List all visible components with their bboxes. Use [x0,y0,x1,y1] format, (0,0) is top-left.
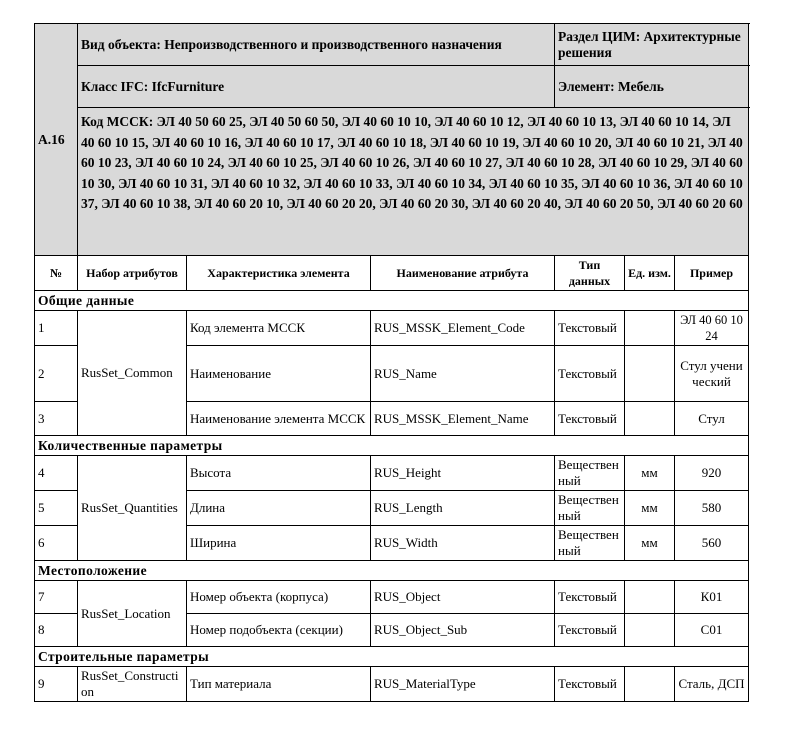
col-data-type: Тип данных [555,256,625,291]
element-type: Элемент: Мебель [555,66,749,108]
row-num: 2 [35,346,78,402]
mssk-codes: Код МССК: ЭЛ 40 50 60 25, ЭЛ 40 50 60 50, ЭЛ 40 60 10 10, ЭЛ 40 60 10 12, ЭЛ 40 60 10 13, ЭЛ 40 60 10 14, ЭЛ 40 60 10 15, ЭЛ 40 60 10 16, ЭЛ 40 60 10 17, ЭЛ 40 60 10 18, ЭЛ 40 60 10 19, ЭЛ 40 60 10 20, ЭЛ 40 60 10 21, ЭЛ 40 60 10 23, ЭЛ 40 60 10 24, ЭЛ 40 60 10 25, ЭЛ 40 60 10 26, ЭЛ 40 60 10 27, ЭЛ 40 60 10 28, ЭЛ 40 60 10 29, ЭЛ 40 60 10 30, ЭЛ 40 60 10 31, ЭЛ 40 60 10 32, ЭЛ 40 60 10 33, ЭЛ 40 60 10 34, ЭЛ 40 60 10 35, ЭЛ 40 60 10 36, ЭЛ 40 60 10 37, ЭЛ 40 60 10 38, ЭЛ 40 60 20 10, ЭЛ 40 60 20 20, ЭЛ 40 60 20 30, ЭЛ 40 60 20 40, ЭЛ 40 60 20 50, ЭЛ 40 60 20 60 [78,108,749,256]
row-data-type: Вещественный [555,456,625,491]
row-data-type: Текстовый [555,346,625,402]
table-row [35,581,749,614]
attr-set-location: RusSet_Location [78,581,187,647]
row-unit [625,614,675,647]
row-characteristic: Ширина [187,526,371,561]
row-num: 1 [35,311,78,346]
row-example: 920 [675,456,749,491]
row-num: 9 [35,667,78,702]
row-data-type: Вещественный [555,491,625,526]
table-row [35,667,749,702]
attribute-table [34,23,749,702]
row-data-type: Текстовый [555,581,625,614]
row-example: 580 [675,491,749,526]
row-attr-name: RUS_MSSK_Element_Name [371,402,555,436]
row-num: 6 [35,526,78,561]
row-example: Стул ученический [675,346,749,402]
row-num: 4 [35,456,78,491]
row-attr-name: RUS_Length [371,491,555,526]
row-data-type: Текстовый [555,667,625,702]
row-unit [625,667,675,702]
row-example: Сталь, ДСП [675,667,749,702]
section-id: А.16 [35,24,78,256]
attr-set-construction: RusSet_Construction [78,667,187,702]
row-data-type: Текстовый [555,614,625,647]
section-title-quantities: Количественные параметры [35,436,749,456]
row-attr-name: RUS_Object [371,581,555,614]
row-data-type: Вещественный [555,526,625,561]
col-characteristic: Характеристика элемента [187,256,371,291]
cim-section: Раздел ЦИМ: Архитектурные решения [555,24,749,66]
row-attr-name: RUS_MSSK_Element_Code [371,311,555,346]
table-row [35,456,749,491]
row-attr-name: RUS_Width [371,526,555,561]
row-num: 3 [35,402,78,436]
row-characteristic: Код элемента МССК [187,311,371,346]
row-unit: мм [625,526,675,561]
row-example: С01 [675,614,749,647]
row-unit: мм [625,491,675,526]
row-example: К01 [675,581,749,614]
row-unit [625,311,675,346]
row-characteristic: Длина [187,491,371,526]
section-title-construction: Строительные параметры [35,647,749,667]
section-title-location: Местоположение [35,561,749,581]
row-unit [625,581,675,614]
row-characteristic: Номер подобъекта (секции) [187,614,371,647]
row-num: 8 [35,614,78,647]
section-title-common: Общие данные [35,291,749,311]
row-num: 5 [35,491,78,526]
row-characteristic: Номер объекта (корпуса) [187,581,371,614]
attr-set-quantities: RusSet_Quantities [78,456,187,561]
row-num: 7 [35,581,78,614]
col-example: Пример [675,256,749,291]
row-attr-name: RUS_Name [371,346,555,402]
attr-set-common: RusSet_Common [78,311,187,436]
row-data-type: Текстовый [555,311,625,346]
row-example: 560 [675,526,749,561]
row-attr-name: RUS_Height [371,456,555,491]
row-characteristic: Наименование [187,346,371,402]
row-unit [625,402,675,436]
object-type: Вид объекта: Непроизводственного и производственного назначения [78,24,555,66]
row-example: Стул [675,402,749,436]
row-characteristic: Высота [187,456,371,491]
row-attr-name: RUS_MaterialType [371,667,555,702]
ifc-class: Класс IFC: IfcFurniture [78,66,555,108]
col-num: № [35,256,78,291]
col-attr-name: Наименование атрибута [371,256,555,291]
row-unit [625,346,675,402]
col-attr-set: Набор атрибутов [78,256,187,291]
col-unit: Ед. изм. [625,256,675,291]
row-characteristic: Наименование элемента МССК [187,402,371,436]
table-row [35,311,749,346]
row-unit: мм [625,456,675,491]
row-attr-name: RUS_Object_Sub [371,614,555,647]
row-characteristic: Тип материала [187,667,371,702]
row-example: ЭЛ 40 60 10 24 [675,311,749,346]
row-data-type: Текстовый [555,402,625,436]
